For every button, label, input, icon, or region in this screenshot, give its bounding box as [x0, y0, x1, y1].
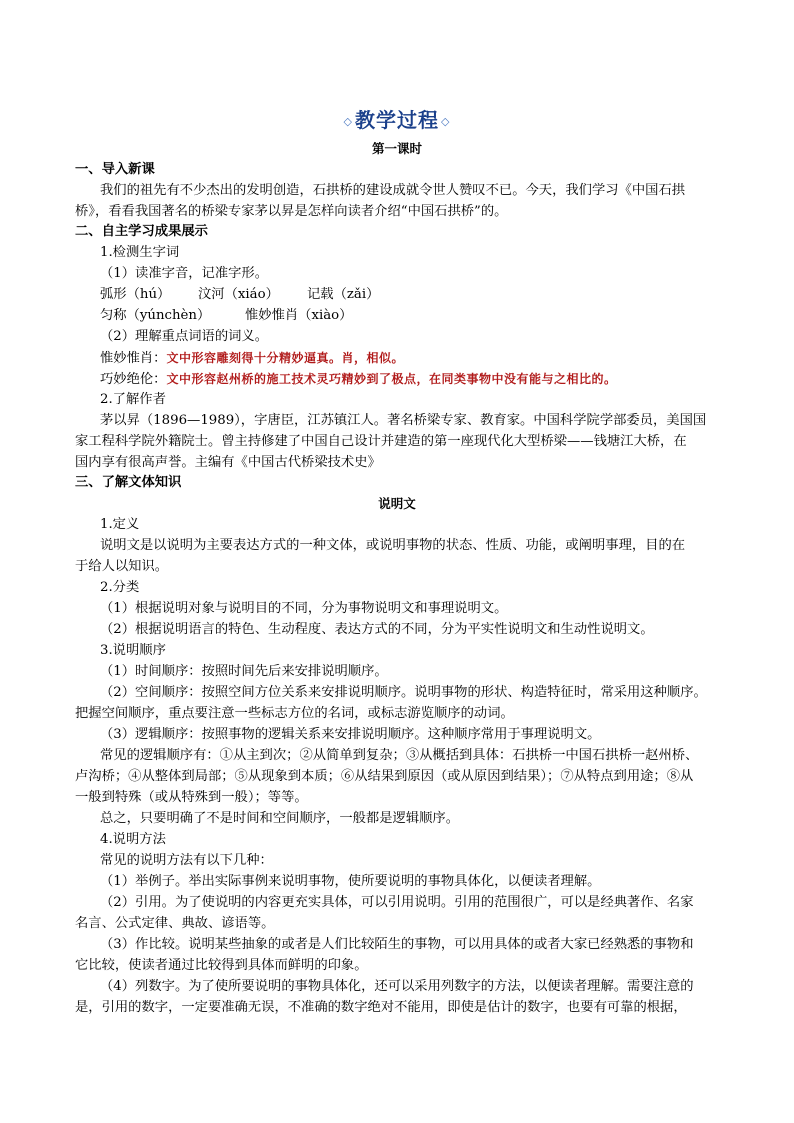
paragraph-line: 于给人以知识。 [75, 559, 169, 574]
definition-row [100, 369, 617, 390]
paragraph-line: 名言、公式定律、典故、谚语等。 [75, 916, 275, 931]
definition-term: 惟妙惟肖： [100, 351, 167, 366]
paragraph-line: （1）举例子。举出实际事例来说明事物，使所要说明的事物具体化，以便读者理解。 [100, 874, 601, 889]
paragraph-line: 桥》，看看我国著名的桥梁专家茅以昇是怎样向读者介绍“中国石拱桥”的。 [75, 204, 508, 219]
word-item: 匀称（yúnchèn） [100, 308, 211, 323]
subheading: 3.说明顺序 [100, 643, 166, 658]
definition-term: 巧妙绝伦： [100, 372, 167, 387]
subheading: 2.分类 [100, 580, 140, 595]
paragraph-line: 常见的逻辑顺序有：①从主到次；②从简单到复杂；③从概括到具体：石拱桥一中国石拱桥一赵州桥、 [100, 748, 699, 763]
subheading: 1.定义 [100, 517, 140, 532]
diamond-right-icon: ◇ [441, 115, 451, 128]
paragraph-line: （4）列数字。为了使所要说明的事物具体化，还可以采用列数字的方法，以便读者理解。需要注意的 [100, 979, 694, 994]
paragraph-line: （2）理解重点词语的词义。 [100, 329, 269, 344]
section-heading: 三、了解文体知识 [75, 475, 182, 490]
paragraph-line: （1）时间顺序：按照时间先后来安排说明顺序。 [100, 664, 388, 679]
definition-text: 文中形容雕刻得十分精妙逼真。肖，相似。 [166, 351, 404, 365]
paragraph-line: 总之，只要明确了不是时间和空间顺序，一般都是逻辑顺序。 [100, 811, 460, 826]
word-item: 记载（zǎi） [307, 287, 380, 302]
word-item: 惟妙惟肖（xiào） [245, 308, 353, 323]
subheading: 1.检测生字词 [100, 245, 180, 260]
paragraph-line: 把握空间顺序，重点要注意一些标志方位的名词，或标志游览顺序的动词。 [75, 706, 514, 721]
title-text: 教学过程 [355, 108, 439, 132]
paragraph-line: （1）读准字音，记准字形。 [100, 266, 269, 281]
document-title [0, 104, 794, 133]
paragraph-line: （2）根据说明语言的特色、生动程度、表达方式的不同，分为平实性说明文和生动性说明文。 [100, 622, 654, 637]
paragraph-line: 是，引用的数字，一定要准确无误，不准确的数字绝对不能用，即使是估计的数字，也要有可靠的根据， [75, 1000, 687, 1015]
section-heading: 二、自主学习成果展示 [75, 224, 208, 239]
diamond-left-icon: ◇ [343, 115, 353, 128]
paragraph-line: 家工程科学院外籍院士。曾主持修建了中国自己设计并建造的第一座现代化大型桥梁——钱塘江大桥，在 [75, 434, 687, 449]
word-item: 汶河（xiáo） [198, 287, 279, 302]
subheading: 4.说明方法 [100, 832, 166, 847]
paragraph-line: （2）空间顺序：按照空间方位关系来安排说明顺序。说明事物的形状、构造特征时，常采用这种顺序。 [100, 685, 707, 700]
definition-text: 文中形容赵州桥的施工技术灵巧精妙到了极点，在同类事物中没有能与之相比的。 [166, 372, 617, 386]
paragraph-line: 一般到特殊（或从特殊到一般）；等等。 [75, 790, 308, 805]
paragraph-line: 我们的祖先有不少杰出的发明创造，石拱桥的建设成就令世人赞叹不已。今天，我们学习《中国石拱 [100, 183, 686, 198]
paragraph-line: （2）引用。为了使说明的内容更充实具体，可以引用说明。引用的范围很广，可以是经典著作、名家 [100, 895, 694, 910]
lesson-label: 第一课时 [371, 141, 422, 156]
paragraph-line: 国内享有很高声誉。主编有《中国古代桥梁技术史》 [75, 455, 381, 470]
paragraph-line: （3）逻辑顺序：按照事物的逻辑关系来安排说明顺序。这种顺序常用于事理说明文。 [100, 727, 601, 742]
paragraph-line: （3）作比较。说明某些抽象的或者是人们比较陌生的事物，可以用具体的或者大家已经熟悉的事物和 [100, 937, 694, 952]
word-item: 弧形（hú） [100, 287, 171, 302]
paragraph-line: 卢沟桥；④从整体到局部；⑤从现象到本质；⑥从结果到原因（或从原因到结果）；⑦从特点到用途；⑧从 [75, 769, 694, 784]
paragraph-line: 说明文是以说明为主要表达方式的一种文体，或说明事物的状态、性质、功能，或阐明事理，目的在 [100, 538, 686, 553]
paragraph-line: 它比较，使读者通过比较得到具体而鲜明的印象。 [75, 958, 368, 973]
subheading: 2.了解作者 [100, 392, 166, 407]
paragraph-line: 茅以昇（1896—1989），字唐臣，江苏镇江人。著名桥梁专家、教育家。中国科学院学部委员，美国国 [100, 413, 707, 428]
section-heading: 一、导入新课 [75, 162, 155, 177]
subsection-title: 说明文 [378, 496, 416, 511]
paragraph-line: （1）根据说明对象与说明目的不同，分为事物说明文和事理说明文。 [100, 601, 508, 616]
paragraph-line: 常见的说明方法有以下几种： [100, 853, 273, 868]
definition-row [100, 348, 404, 369]
